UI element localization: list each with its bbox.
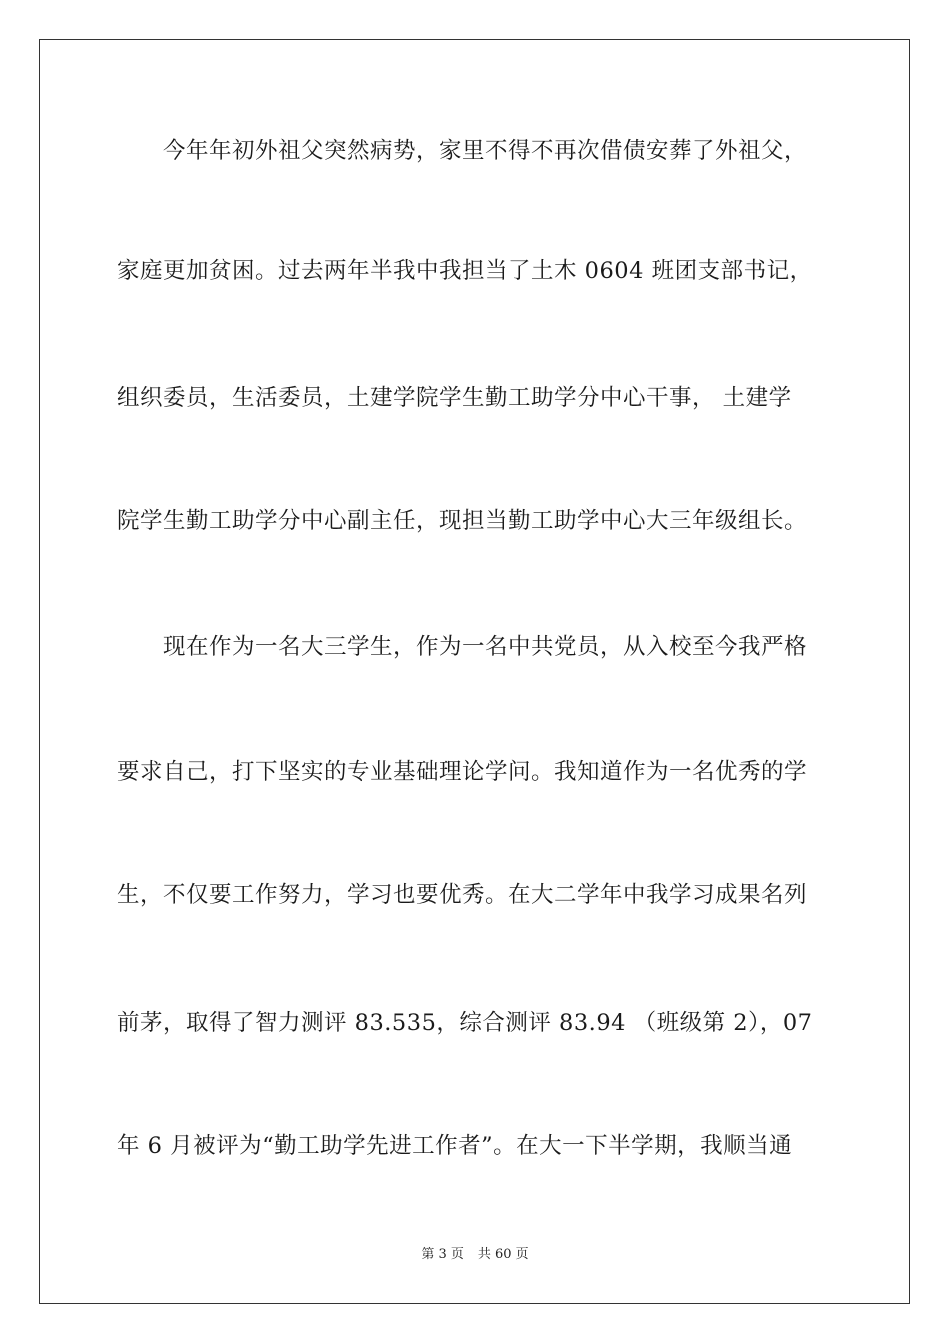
paragraph-line: 现在作为一名大三学生，作为一名中共党员，从入校至今我严格 xyxy=(163,634,808,660)
paragraph-line: 前茅，取得了智力测评 83.535，综合测评 83.94 （班级第 2），07 xyxy=(117,1010,813,1036)
paragraph-line: 今年年初外祖父突然病势，家里不得不再次借债安葬了外祖父， xyxy=(163,138,808,164)
paragraph-line: 要求自己，打下坚实的专业基础理论学问。我知道作为一名优秀的学 xyxy=(117,759,808,785)
page-number: 第 3 页 xyxy=(421,1247,464,1262)
page-frame xyxy=(39,39,910,1304)
page-total: 共 60 页 xyxy=(477,1247,529,1262)
paragraph-line: 年 6 月被评为“勤工助学先进工作者”。在大一下半学期，我顺当通 xyxy=(117,1133,793,1159)
paragraph-line: 院学生勤工助学分中心副主任，现担当勤工助学中心大三年级组长。 xyxy=(117,508,808,534)
page-footer xyxy=(0,1247,950,1263)
paragraph-line: 生，不仅要工作努力，学习也要优秀。在大二学年中我学习成果名列 xyxy=(117,882,808,908)
paragraph-line: 组织委员，生活委员，土建学院学生勤工助学分中心干事， 土建学 xyxy=(117,385,792,411)
paragraph-line: 家庭更加贫困。过去两年半我中我担当了土木 0604 班团支部书记， xyxy=(117,258,813,284)
